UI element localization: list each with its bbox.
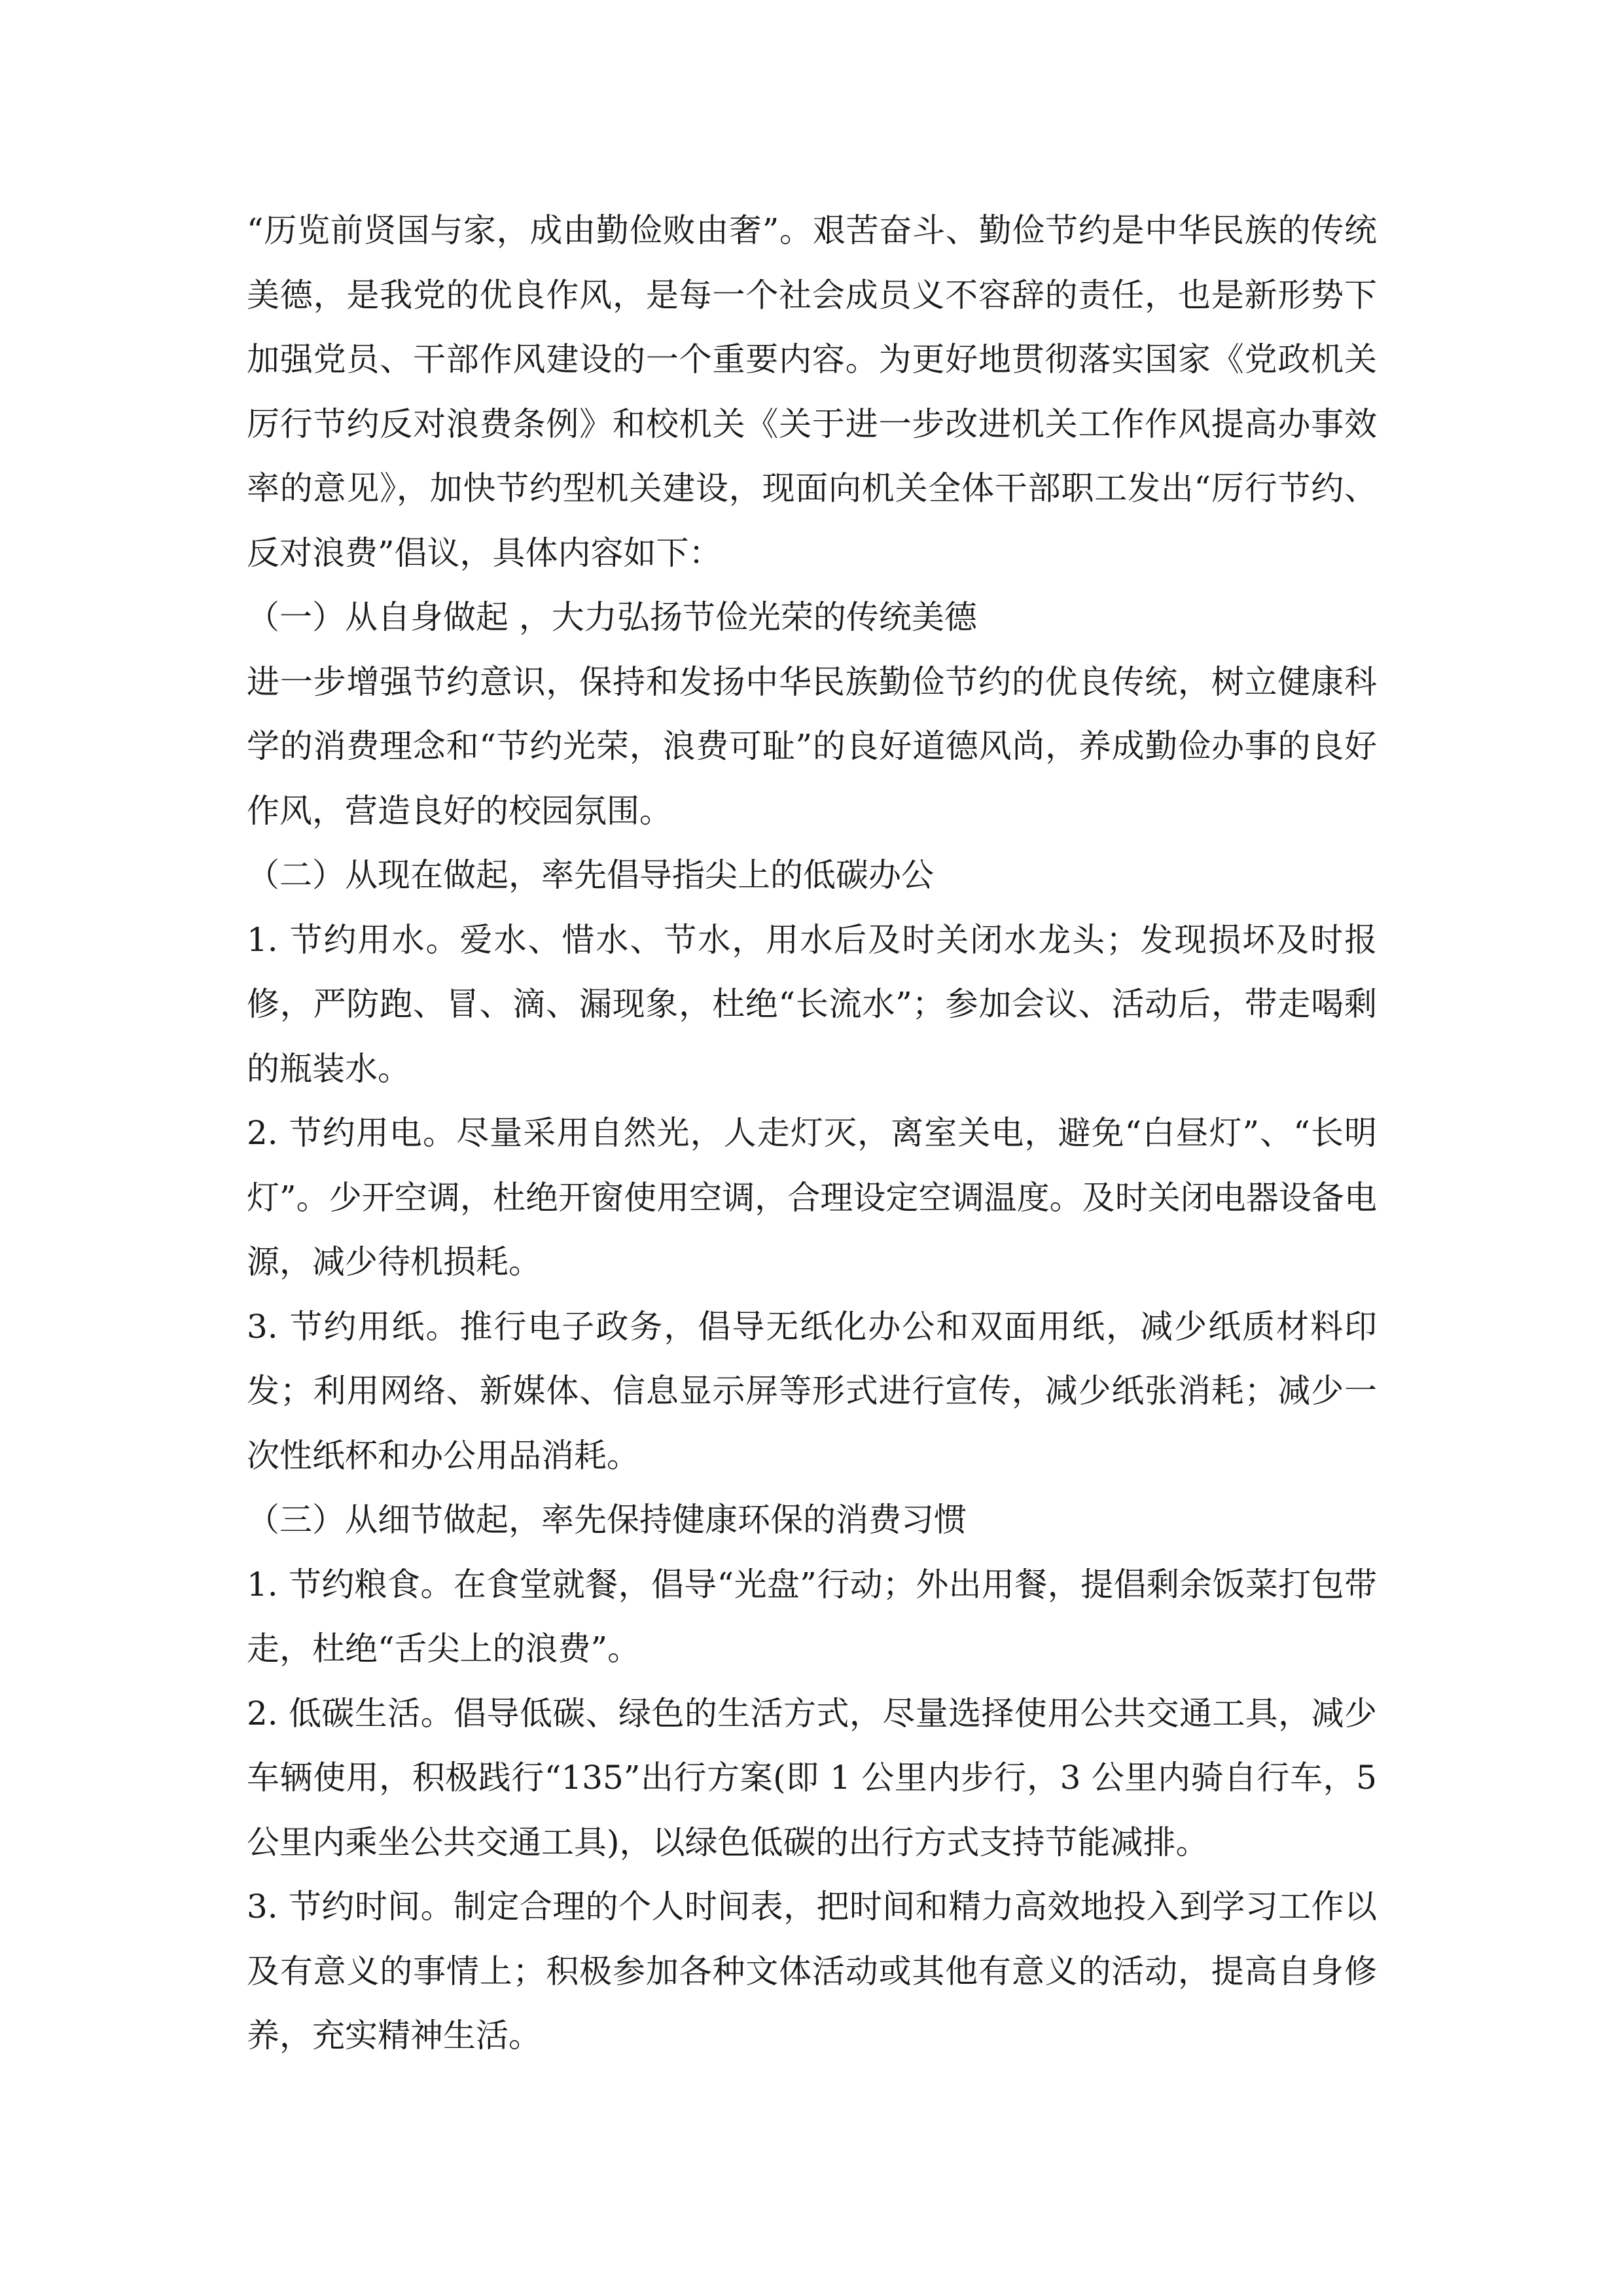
item-save-paper: 3. 节约用纸。推行电子政务，倡导无纸化办公和双面用纸，减少纸质材料印发；利用网络、新媒体、信息显示屏等形式进行宣传，减少纸张消耗；减少一次性纸杯和办公用品消耗。: [247, 1307, 1377, 1475]
section-heading-1: （一）从自身做起 ，大力弘扬节俭光荣的传统美德: [247, 598, 977, 636]
item-low-carbon: 2. 低碳生活。倡导低碳、绿色的生活方式，尽量选择使用公共交通工具，减少车辆使用，积极践行“135”出行方案(即 1 公里内步行，3 公里内骑自行车，5 公里内乘坐公共交通工具)，以绿色低碳的出行方式支持节能减排。: [247, 1694, 1377, 1861]
item-save-water: 1. 节约用水。爱水、惜水、节水，用水后及时关闭水龙头；发现损坏及时报修，严防跑、冒、滴、漏现象，杜绝“长流水”；参加会议、活动后，带走喝剩的瓶装水。: [247, 920, 1377, 1088]
item-save-electricity: 2. 节约用电。尽量采用自然光，人走灯灭，离室关电，避免“白昼灯”、“长明灯”。少开空调，杜绝开窗使用空调，合理设定空调温度。及时关闭电器设备电源，减少待机损耗。: [247, 1114, 1377, 1281]
item-save-food: 1. 节约粮食。在食堂就餐，倡导“光盘”行动；外出用餐，提倡剩余饭菜打包带走，杜绝“舌尖上的浪费”。: [247, 1565, 1377, 1668]
section-heading-3: （三）从细节做起，率先保持健康环保的消费习惯: [247, 1501, 967, 1539]
section-heading-2: （二）从现在做起，率先倡导指尖上的低碳办公: [247, 856, 934, 894]
section-1-paragraph: 进一步增强节约意识，保持和发扬中华民族勤俭节约的优良传统，树立健康科学的消费理念和“节约光荣，浪费可耻”的良好道德风尚，养成勤俭办事的良好作风，营造良好的校园氛围。: [247, 662, 1377, 830]
intro-paragraph: “历览前贤国与家，成由勤俭败由奢”。艰苦奋斗、勤俭节约是中华民族的传统美德，是我党的优良作风，是每一个社会成员义不容辞的责任，也是新形势下加强党员、干部作风建设的一个重要内容。为更好地贯彻落实国家《党政机关厉行节约反对浪费条例》和校机关《关于进一步改进机关工作作风提高办事效率的意见》，加快节约型机关建设，现面向机关全体干部职工发出“厉行节约、反对浪费”倡议，具体内容如下：: [247, 211, 1377, 572]
document-body: [247, 198, 1377, 2068]
item-save-time: 3. 节约时间。制定合理的个人时间表，把时间和精力高效地投入到学习工作以及有意义的事情上；积极参加各种文体活动或其他有意义的活动，提高自身修养，充实精神生活。: [247, 1888, 1377, 2054]
